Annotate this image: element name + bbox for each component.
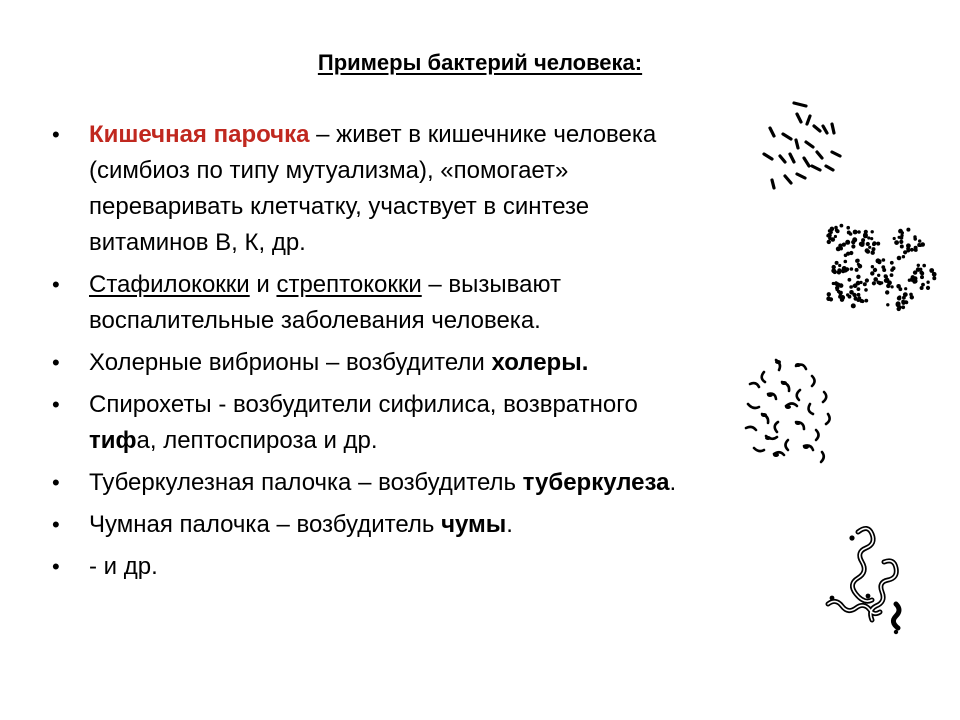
plague-period: . bbox=[506, 511, 513, 538]
spirochete-illustration bbox=[822, 520, 922, 640]
bullet-list bbox=[52, 117, 692, 591]
staph-strep-description: – вызывают воспалительные заболевания человека. bbox=[89, 271, 561, 334]
cholera-text: Холерные вибрионы – возбудители bbox=[89, 349, 492, 376]
tuberculosis-period: . bbox=[669, 469, 677, 496]
spirochetes-text: Спирохеты - возбудители сифилиса, возвратного bbox=[89, 391, 638, 418]
plague-term: чумы bbox=[441, 511, 507, 538]
bullet-icon: • bbox=[52, 512, 60, 537]
plague-text: Чумная палочка – возбудитель bbox=[89, 511, 442, 538]
slide-title: Примеры бактерий человека: bbox=[317, 50, 643, 75]
cocci-cluster-illustration bbox=[818, 215, 943, 320]
typhus-term: тиф bbox=[89, 427, 137, 454]
bullet-icon: • bbox=[52, 470, 60, 495]
list-item-staph-strep bbox=[52, 267, 692, 339]
list-item-spirochetes bbox=[52, 387, 692, 459]
list-item-tuberculosis bbox=[52, 465, 692, 501]
rod-bacteria-illustration bbox=[750, 96, 860, 196]
bullet-icon: • bbox=[52, 122, 60, 147]
e-coli-term: Кишечная парочка bbox=[89, 121, 310, 148]
tuberculosis-term: туберкулеза bbox=[522, 469, 670, 496]
vibrio-illustration bbox=[738, 352, 848, 477]
bullet-icon: • bbox=[52, 392, 60, 417]
bullet-icon: • bbox=[52, 554, 60, 579]
streptococci-term: стрептококки bbox=[276, 271, 422, 298]
bullet-icon: • bbox=[52, 350, 60, 375]
connector-text: и bbox=[249, 271, 277, 298]
cholera-term: холеры. bbox=[491, 349, 589, 376]
spirochetes-text-end: а, лептоспироза и др. bbox=[136, 427, 378, 454]
etc-text: - и др. bbox=[89, 553, 158, 580]
staphylococci-term: Стафилококки bbox=[89, 271, 250, 298]
tuberculosis-text: Туберкулезная палочка – возбудитель bbox=[89, 469, 523, 496]
list-item-etc bbox=[52, 549, 692, 585]
e-coli-description: – живет в кишечнике человека (симбиоз по типу мутуализма), «помогает» переваривать клетчатку, участвует в синтезе витаминов В, К, др. bbox=[89, 121, 657, 256]
bullet-icon: • bbox=[52, 272, 60, 297]
list-item-cholera bbox=[52, 345, 692, 381]
list-item-plague bbox=[52, 507, 692, 543]
list-item-e-coli bbox=[52, 117, 692, 261]
